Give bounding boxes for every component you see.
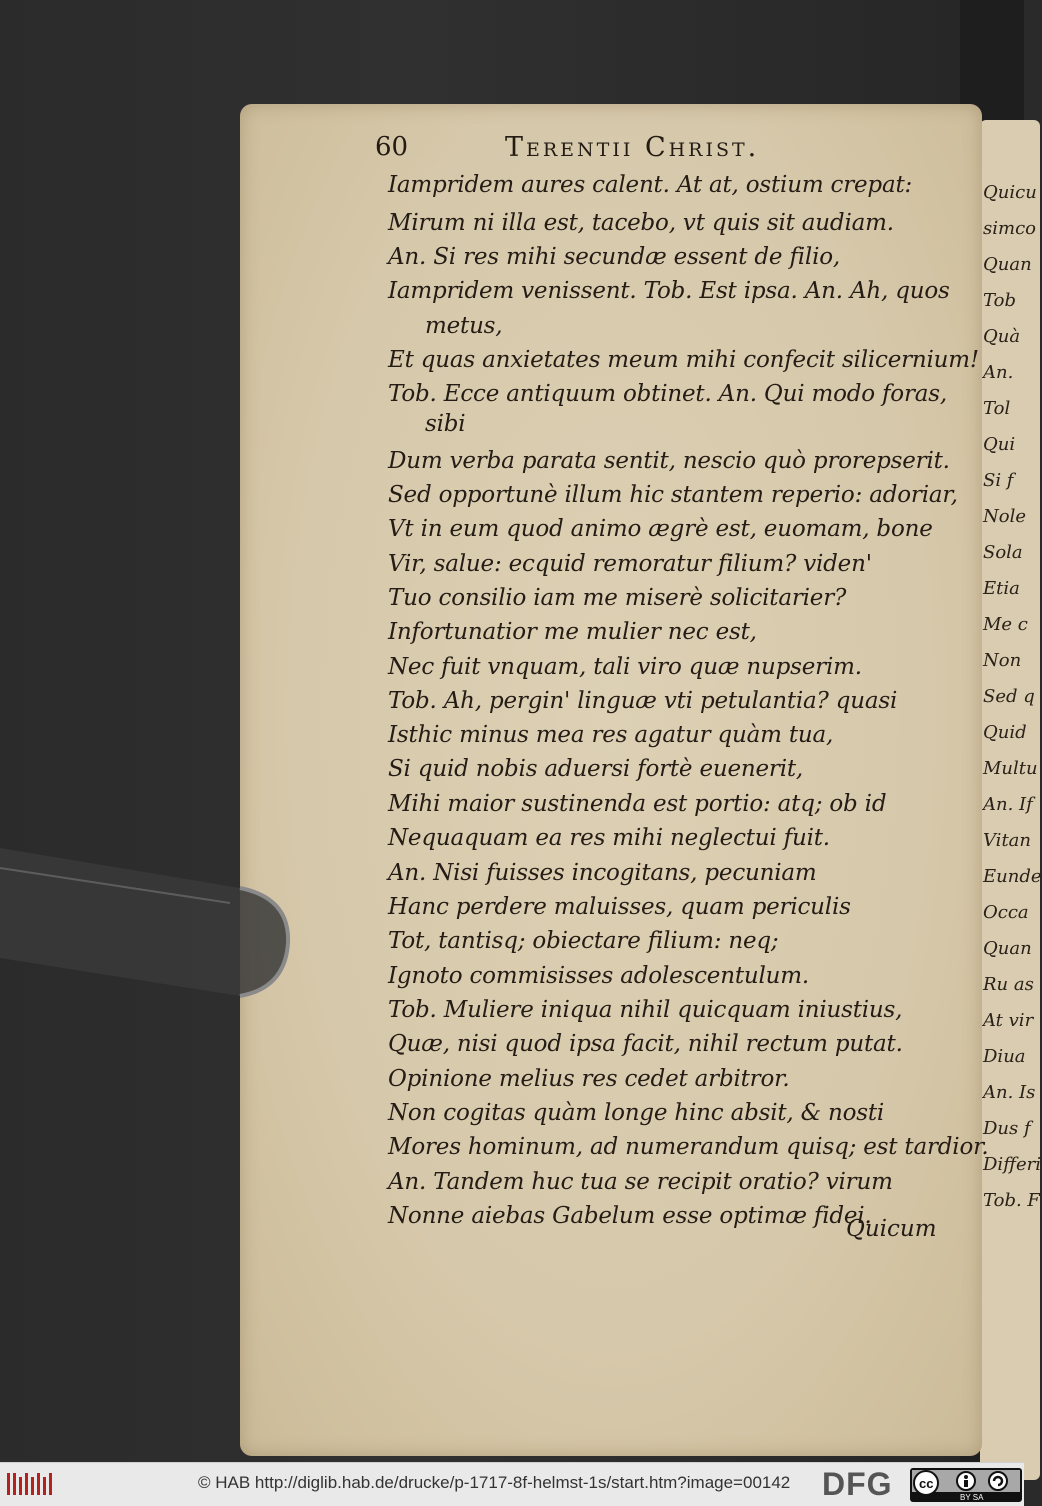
text-line: metus,: [425, 313, 503, 339]
adjacent-page-fragment: Si f: [983, 470, 1014, 491]
book-page: [240, 104, 989, 1456]
text-line: Mirum ni illa est, tacebo, vt quis sit audiam.: [388, 210, 894, 236]
text-line: Tuo consilio iam me miserè solicitarier?: [388, 585, 847, 611]
adjacent-page-fragment: Quid: [983, 722, 1027, 743]
adjacent-page-fragment: Me c: [983, 614, 1028, 635]
text-line: Mihi maior sustinenda est portio: atq; ob id: [388, 791, 887, 817]
text-line: An. Tandem huc tua se recipit oratio? virum: [388, 1169, 893, 1195]
text-line: Nonne aiebas Gabelum esse optimæ fidei.: [388, 1203, 872, 1229]
adjacent-page-fragment: Non: [983, 650, 1022, 671]
text-line: Et quas anxietates meum mihi confecit silicernium!: [388, 347, 979, 373]
footer-bar: [0, 1462, 1024, 1506]
svg-text:cc: cc: [919, 1476, 934, 1491]
adjacent-page-fragment: Occa: [983, 902, 1029, 923]
running-head: Terentii Christ.: [505, 132, 760, 163]
text-line: Si quid nobis aduersi fortè euenerit,: [388, 756, 804, 782]
adjacent-page: [980, 120, 1040, 1480]
text-line: Hanc perdere maluisses, quam periculis: [388, 894, 851, 920]
cc-by-sa-icon: [910, 1468, 1022, 1502]
text-line: Tob. Ecce antiquum obtinet. An. Qui modo foras,: [388, 381, 947, 407]
text-line: Iampridem aures calent. At at, ostium crepat:: [388, 172, 913, 198]
adjacent-page-fragment: An.: [983, 362, 1014, 383]
text-line: Isthic minus mea res agatur quàm tua,: [388, 722, 834, 748]
adjacent-page-fragment: Sola: [983, 542, 1023, 563]
dfg-logo: DFG: [822, 1466, 893, 1502]
text-line: Tob. Muliere iniqua nihil quicquam iniustius,: [388, 997, 903, 1023]
adjacent-page-fragment: Differi: [983, 1154, 1041, 1175]
text-line: sibi: [425, 411, 466, 437]
adjacent-page-fragment: Vitan: [983, 830, 1031, 851]
text-line: Dum verba parata sentit, nescio quò prorepserit.: [388, 448, 950, 474]
adjacent-page-fragment: Quan: [983, 938, 1032, 959]
page-number: 60: [375, 132, 409, 162]
text-line: Iampridem venissent. Tob. Est ipsa. An. Ah, quos: [388, 278, 950, 304]
text-line: Vir, salue: ecquid remoratur filium? viden': [388, 551, 872, 577]
text-line: Mores hominum, ad numerandum quisq; est tardior.: [388, 1134, 989, 1160]
adjacent-page-fragment: Nole: [983, 506, 1026, 527]
adjacent-page-fragment: Ru as: [983, 974, 1034, 995]
text-line: An. Si res mihi secundæ essent de filio,: [388, 244, 840, 270]
text-line: Sed opportunè illum hic stantem reperio: adoriar,: [388, 482, 958, 508]
text-line: Nequaquam ea res mihi neglectui fuit.: [388, 825, 830, 851]
text-line: Quæ, nisi quod ipsa facit, nihil rectum putat.: [388, 1031, 903, 1057]
text-line: Vt in eum quod animo ægrè est, euomam, bone: [388, 516, 933, 542]
adjacent-page-fragment: At vir: [983, 1010, 1034, 1031]
copyright-url[interactable]: © HAB http://diglib.hab.de/drucke/p-1717-8f-helmst-1s/start.htm?image=00142: [198, 1473, 791, 1492]
text-line: Opinione melius res cedet arbitror.: [388, 1066, 790, 1092]
adjacent-page-fragment: Quicu: [983, 182, 1037, 203]
adjacent-page-fragment: Multu: [983, 758, 1038, 779]
adjacent-page-fragment: Tob: [983, 290, 1016, 311]
adjacent-page-fragment: Quà: [983, 326, 1021, 347]
text-line: An. Nisi fuisses incogitans, pecuniam: [388, 860, 817, 886]
adjacent-page-fragment: An. Is: [983, 1082, 1036, 1103]
text-line: Tob. Ah, pergin' linguæ vti petulantia? quasi: [388, 688, 898, 714]
text-line: Infortunatior me mulier nec est,: [388, 619, 757, 645]
adjacent-page-fragment: Sed q: [983, 686, 1035, 707]
adjacent-page-fragment: simco: [983, 218, 1036, 239]
text-line: Tot, tantisq; obiectare filium: neq;: [388, 928, 779, 954]
hab-logo-icon: [6, 1469, 54, 1499]
adjacent-page-fragment: Eunde: [983, 866, 1042, 887]
adjacent-page-fragment: Dus f: [983, 1118, 1031, 1139]
text-line: Ignoto commisisses adolescentulum.: [388, 963, 809, 989]
text-line: Non cogitas quàm longe hinc absit, & nosti: [388, 1100, 885, 1126]
adjacent-page-fragment: Diua: [983, 1046, 1026, 1067]
license-label: BY SA: [960, 1493, 984, 1502]
adjacent-page-fragment: Quan: [983, 254, 1032, 275]
catchword: Quicum: [846, 1216, 937, 1242]
book-strap: [0, 848, 292, 998]
adjacent-page-fragment: Etia: [983, 578, 1020, 599]
adjacent-page-fragment: Tol: [983, 398, 1011, 419]
text-line: Nec fuit vnquam, tali viro quæ nupserim.: [388, 654, 862, 680]
adjacent-page-fragment: An. If: [983, 794, 1033, 815]
adjacent-page-fragment: Tob. F: [983, 1190, 1040, 1211]
adjacent-page-fragment: Qui: [983, 434, 1016, 455]
